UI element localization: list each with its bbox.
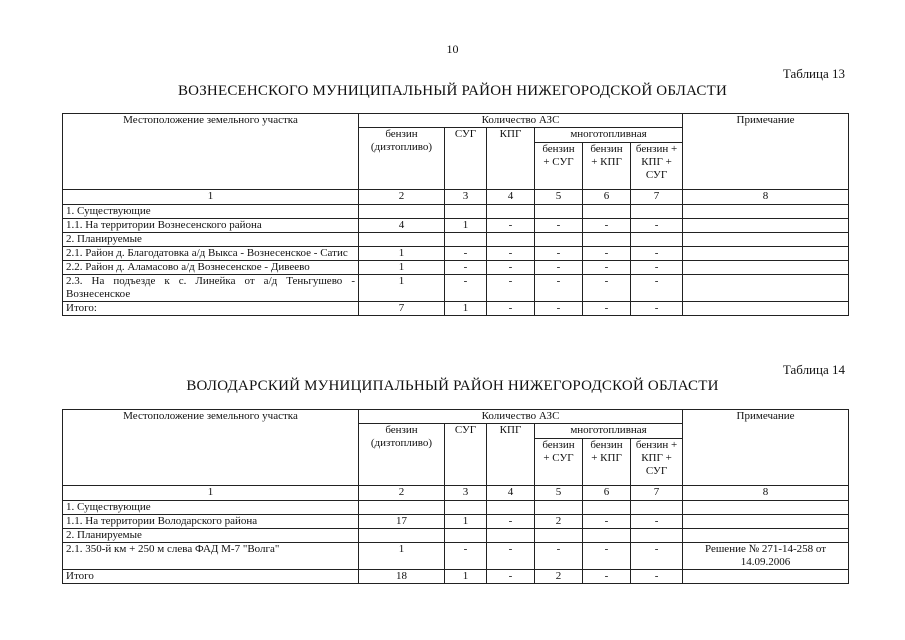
header-benzin: бензин (дизтопливо) <box>359 128 445 190</box>
page-number: 10 <box>446 42 459 56</box>
column-number: 4 <box>487 190 535 205</box>
table-14-body <box>63 501 849 584</box>
header-note: Примечание <box>683 410 849 486</box>
header-multi-benzin-sug: бензин + СУГ <box>535 143 583 190</box>
row-value: - <box>487 543 535 570</box>
row-value: - <box>631 275 683 302</box>
row-value: - <box>631 302 683 316</box>
row-value: - <box>487 570 535 584</box>
row-value: - <box>535 261 583 275</box>
column-number: 3 <box>445 190 487 205</box>
column-numbers-row <box>63 190 849 205</box>
row-value: 1 <box>445 302 487 316</box>
row-value: - <box>487 247 535 261</box>
row-value <box>487 233 535 247</box>
row-note <box>683 219 849 233</box>
table-row <box>63 515 849 529</box>
row-note <box>683 529 849 543</box>
row-value: 1 <box>445 570 487 584</box>
row-value <box>535 529 583 543</box>
row-value: - <box>535 302 583 316</box>
header-kpg: КПГ <box>487 128 535 190</box>
row-value: - <box>535 275 583 302</box>
table-row <box>63 219 849 233</box>
row-location: 1.1. На территории Володарского района <box>63 515 359 529</box>
row-value <box>487 501 535 515</box>
row-location: Итого: <box>63 302 359 316</box>
row-value: - <box>583 261 631 275</box>
column-number: 1 <box>63 190 359 205</box>
column-number: 2 <box>359 190 445 205</box>
row-value <box>445 529 487 543</box>
row-note <box>683 570 849 584</box>
row-value: - <box>631 543 683 570</box>
row-value: - <box>535 247 583 261</box>
header-count: Количество АЗС <box>359 410 683 424</box>
header-multi-benzin-kpg-sug: бензин + КПГ + СУГ <box>631 439 683 486</box>
row-value: - <box>445 261 487 275</box>
row-value: 1 <box>445 219 487 233</box>
table-14-label: Таблица 14 <box>782 362 845 377</box>
row-location: 1.1. На территории Вознесенского района <box>63 219 359 233</box>
row-note <box>683 302 849 316</box>
row-value: - <box>631 515 683 529</box>
row-value: - <box>487 302 535 316</box>
row-value: - <box>535 543 583 570</box>
row-value: - <box>631 219 683 233</box>
header-kpg: КПГ <box>487 424 535 486</box>
row-value: 2 <box>535 515 583 529</box>
row-value <box>359 205 445 219</box>
row-value <box>445 205 487 219</box>
row-location: 2.1. Район д. Благодатовка а/д Выкса - Вознесенское - Сатис <box>63 247 359 261</box>
row-note <box>683 205 849 219</box>
column-number: 7 <box>631 190 683 205</box>
row-location: 2.3. На подъезде к с. Линейка от а/д Теньгушево - Вознесенское <box>63 275 359 302</box>
row-value <box>445 233 487 247</box>
table-13-body <box>63 205 849 316</box>
row-note <box>683 247 849 261</box>
table-row <box>63 233 849 247</box>
row-value: 2 <box>535 570 583 584</box>
table-14 <box>62 409 849 584</box>
column-number: 5 <box>535 486 583 501</box>
column-number: 6 <box>583 190 631 205</box>
row-value <box>583 501 631 515</box>
table-row <box>63 275 849 302</box>
header-location: Местоположение земельного участка <box>63 114 359 190</box>
table-row <box>63 247 849 261</box>
row-value: 7 <box>359 302 445 316</box>
row-value: 1 <box>359 275 445 302</box>
header-multi-benzin-kpg-sug: бензин + КПГ + СУГ <box>631 143 683 190</box>
row-location: 1. Существующие <box>63 501 359 515</box>
column-number: 4 <box>487 486 535 501</box>
row-location: Итого <box>63 570 359 584</box>
row-value: - <box>583 275 631 302</box>
header-multi: многотопливная <box>535 424 683 439</box>
header-location: Местоположение земельного участка <box>63 410 359 486</box>
row-value: - <box>631 247 683 261</box>
row-value: - <box>583 219 631 233</box>
row-value <box>535 501 583 515</box>
row-location: 2.1. 350-й км + 250 м слева ФАД М-7 "Волга" <box>63 543 359 570</box>
row-value <box>583 205 631 219</box>
header-multi-benzin-kpg: бензин + КПГ <box>583 143 631 190</box>
column-number: 3 <box>445 486 487 501</box>
row-value: 18 <box>359 570 445 584</box>
table-row <box>63 543 849 570</box>
row-value: - <box>445 247 487 261</box>
row-value: - <box>631 570 683 584</box>
row-note <box>683 261 849 275</box>
table-row <box>63 302 849 316</box>
table-row <box>63 261 849 275</box>
row-value <box>487 205 535 219</box>
row-location: 2.2. Район д. Аламасово а/д Вознесенское - Дивеево <box>63 261 359 275</box>
row-value: - <box>583 247 631 261</box>
table-row <box>63 501 849 515</box>
row-note: Решение № 271-14-258 от 14.09.2006 <box>683 543 849 570</box>
row-value <box>359 501 445 515</box>
header-count: Количество АЗС <box>359 114 683 128</box>
header-multi: многотопливная <box>535 128 683 143</box>
row-location: 1. Существующие <box>63 205 359 219</box>
row-value: - <box>487 261 535 275</box>
table-row <box>63 570 849 584</box>
header-multi-benzin-kpg: бензин + КПГ <box>583 439 631 486</box>
header-sug: СУГ <box>445 424 487 486</box>
header-benzin: бензин (дизтопливо) <box>359 424 445 486</box>
row-value <box>487 529 535 543</box>
row-value: 1 <box>359 247 445 261</box>
column-number: 7 <box>631 486 683 501</box>
row-value: - <box>487 219 535 233</box>
row-value: - <box>535 219 583 233</box>
row-value: - <box>445 543 487 570</box>
table-row <box>63 529 849 543</box>
row-value: - <box>445 275 487 302</box>
header-note: Примечание <box>683 114 849 190</box>
column-number: 8 <box>683 190 849 205</box>
row-note <box>683 233 849 247</box>
column-number: 8 <box>683 486 849 501</box>
row-note <box>683 275 849 302</box>
column-number: 1 <box>63 486 359 501</box>
column-number: 2 <box>359 486 445 501</box>
row-note <box>683 515 849 529</box>
row-value <box>631 205 683 219</box>
row-value <box>535 233 583 247</box>
row-value: - <box>583 302 631 316</box>
row-value: - <box>631 261 683 275</box>
row-value: - <box>583 570 631 584</box>
row-value: 1 <box>445 515 487 529</box>
row-value <box>445 501 487 515</box>
row-value: 1 <box>359 543 445 570</box>
row-value: - <box>583 543 631 570</box>
table-13-label: Таблица 13 <box>782 66 845 81</box>
row-value <box>359 529 445 543</box>
row-value <box>535 205 583 219</box>
column-numbers-row <box>63 486 849 501</box>
row-value: - <box>487 515 535 529</box>
header-multi-benzin-sug: бензин + СУГ <box>535 439 583 486</box>
row-value <box>631 501 683 515</box>
row-value: 1 <box>359 261 445 275</box>
column-number: 6 <box>583 486 631 501</box>
row-value <box>359 233 445 247</box>
row-location: 2. Планируемые <box>63 529 359 543</box>
row-value: - <box>487 275 535 302</box>
row-value <box>583 233 631 247</box>
row-value: - <box>583 515 631 529</box>
table-row <box>63 205 849 219</box>
row-note <box>683 501 849 515</box>
column-number: 5 <box>535 190 583 205</box>
row-value: 4 <box>359 219 445 233</box>
row-location: 2. Планируемые <box>63 233 359 247</box>
table-13 <box>62 113 849 316</box>
row-value: 17 <box>359 515 445 529</box>
header-sug: СУГ <box>445 128 487 190</box>
row-value <box>631 529 683 543</box>
table-13-title: ВОЗНЕСЕНСКОГО МУНИЦИПАЛЬНЫЙ РАЙОН НИЖЕГОРОДСКОЙ ОБЛАСТИ <box>177 83 728 99</box>
table-14-title: ВОЛОДАРСКИЙ МУНИЦИПАЛЬНЫЙ РАЙОН НИЖЕГОРОДСКОЙ ОБЛАСТИ <box>186 378 719 394</box>
row-value <box>631 233 683 247</box>
row-value <box>583 529 631 543</box>
